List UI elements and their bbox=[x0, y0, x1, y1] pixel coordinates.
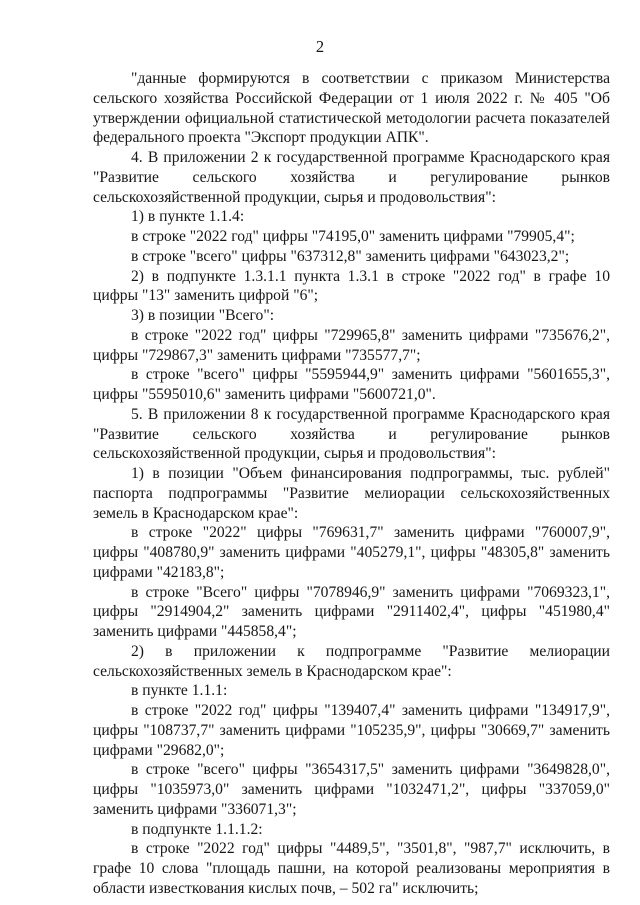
paragraph-subitem-1-financing: 1) в позиции "Объем финансирования подпрограммы, тыс. рублей" паспорта подпрограммы "Развитие мелиорации сельскохозяйственных земель в Краснодарском крае": bbox=[93, 465, 610, 522]
paragraph-total-all: в строке "всего" цифры "5595944,9" заменить цифрами "5601655,3", цифры "5595010,6" заменить цифрами "5600721,0". bbox=[93, 366, 610, 403]
paragraph-subitem-3-total-position: 3) в позиции "Всего": bbox=[131, 307, 275, 324]
paragraph-quote-order-405: "данные формируются в соответствии с приказом Министерства сельского хозяйства Российской Федерации от 1 июля 2022 г. № 405 "Об утверждении официальной статистической методологии расчета показателей федерального проекта "Экспорт продукции АПК". bbox=[93, 70, 610, 147]
paragraph-point-1-1-1-2022: в строке "2022 год" цифры "139407,4" заменить цифрами "134917,9", цифры "108737,7" заменить цифрами "105235,9", цифры "30669,7" заменить цифрами "29682,0"; bbox=[93, 702, 610, 759]
paragraph-total-2022-year: в строке "2022 год" цифры "729965,8" заменить цифрами "735676,2", цифры "729867,3" заменить цифрами "735577,7"; bbox=[93, 326, 610, 364]
paragraph-point-1-1-1: в пункте 1.1.1: bbox=[131, 682, 228, 700]
page-number: 2 bbox=[315, 37, 325, 56]
paragraph-item-4-heading: 4. В приложении 2 к государственной программе Краснодарского края "Развитие сельского хозяйства и регулирование рынков сельскохозяйственной продукции, сырья и продовольствия": bbox=[93, 149, 610, 206]
paragraph-financing-total: в строке "Всего" цифры "7078946,9" заменить цифрами "7069323,1", цифры "2914904,2" заменить цифрами "2911402,4", цифры "451980,4" заменить цифрами "445858,4"; bbox=[93, 583, 610, 640]
paragraph-line-2022-year: в строке "2022 год" цифры "74195,0" заменить цифрами "79905,4"; bbox=[131, 228, 575, 245]
paragraph-subitem-1-1-1-4: 1) в пункте 1.1.4: bbox=[131, 208, 245, 226]
paragraph-line-total: в строке "всего" цифры "637312,8" заменить цифрами "643023,2"; bbox=[131, 247, 570, 265]
paragraph-subpoint-1-1-1-2: в подпункте 1.1.1.2: bbox=[131, 820, 263, 838]
paragraph-item-5-heading: 5. В приложении 8 к государственной программе Краснодарского края "Развитие сельского хозяйства и регулирование рынков сельскохозяйственной продукции, сырья и продовольствия": bbox=[93, 405, 610, 463]
paragraph-subitem-2-appendix: 2) в приложении к подпрограмме "Развитие мелиорации сельскохозяйственных земель в Краснодарском крае": bbox=[93, 642, 610, 680]
paragraph-financing-2022: в строке "2022" цифры "769631,7" заменить цифрами "760007,9", цифры "408780,9" заменить цифрами "405279,1", цифры "48305,8" заменить цифрами "42183,8"; bbox=[93, 524, 610, 581]
paragraph-subitem-2-1-3-1-1: 2) в подпункте 1.3.1.1 пункта 1.3.1 в строке "2022 год" в графе 10 цифры "13" заменить цифрой "6"; bbox=[93, 267, 610, 305]
document-body bbox=[93, 69, 610, 899]
paragraph-subpoint-1-1-1-2-2022: в строке "2022 год" цифры "4489,5", "3501,8", "987,7" исключить, в графе 10 слова "площадь пашни, на которой реализованы мероприятия в области известкования кислых почв, – 502 га" исключить; bbox=[93, 840, 610, 897]
paragraph-point-1-1-1-total: в строке "всего" цифры "3654317,5" заменить цифрами "3649828,0", цифры "1035973,0" заменить цифрами "1032471,2", цифры "337059,0" заменить цифрами "336071,3"; bbox=[93, 761, 610, 818]
